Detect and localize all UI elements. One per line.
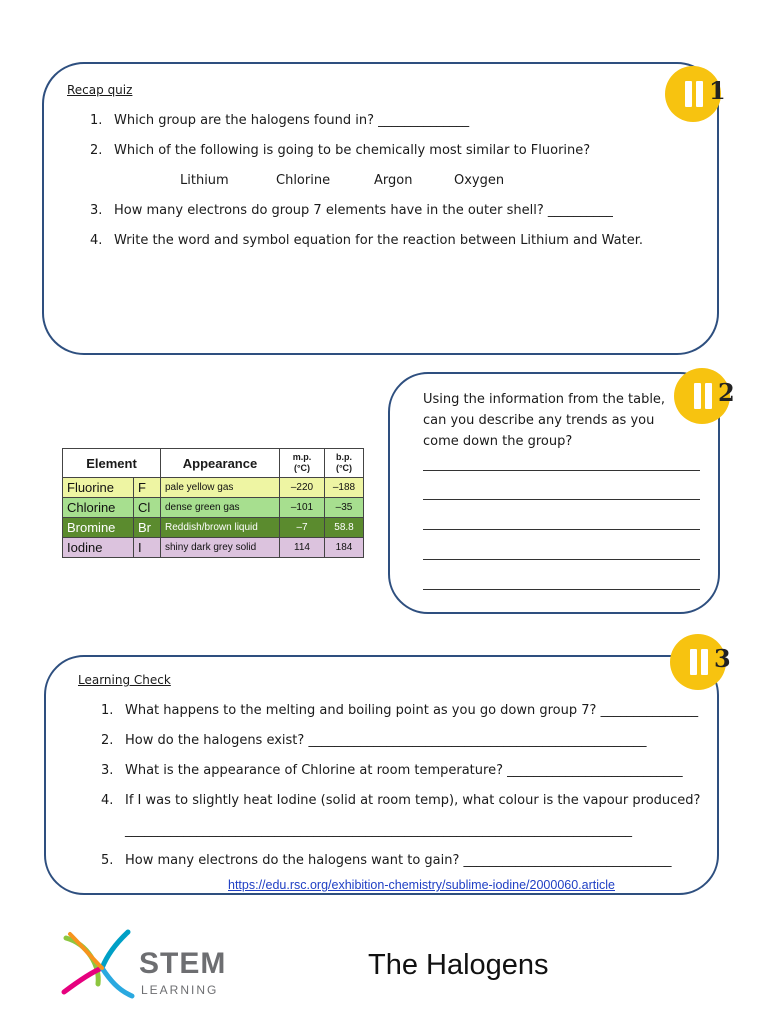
table-row	[63, 498, 364, 518]
pause-icon	[690, 649, 697, 675]
answer-line[interactable]	[423, 589, 700, 590]
trends-prompt: Using the information from the table, can you describe any trends as you come down the group?	[423, 392, 666, 449]
table-row	[63, 538, 364, 558]
table-row	[63, 478, 364, 498]
table-header-row	[63, 449, 364, 478]
logo-stem-text: STEM	[139, 947, 227, 980]
element-symbol: I	[134, 538, 161, 558]
element-mp: –220	[280, 478, 325, 498]
option-oxygen: Oxygen	[454, 173, 505, 188]
badge-1: 1	[665, 66, 721, 122]
element-bp: 58.8	[325, 518, 364, 538]
pause-icon	[685, 81, 692, 107]
element-bp: 184	[325, 538, 364, 558]
element-appearance: dense green gas	[161, 498, 280, 518]
element-appearance: Reddish/brown liquid	[161, 518, 280, 538]
logo-learning-text: LEARNING	[141, 983, 219, 997]
check-question-4: 4. If I was to slightly heat Iodine (solid at room temp), what colour is the vapour produced?	[101, 793, 701, 808]
element-mp: –101	[280, 498, 325, 518]
quiz-question-4: 4. Write the word and symbol equation for the reaction between Lithium and Water.	[90, 233, 643, 248]
learning-check-heading: Learning Check	[78, 673, 171, 687]
element-name: Bromine	[63, 518, 134, 538]
quiz-question-1: 1. Which group are the halogens found in? ______________	[90, 113, 470, 128]
element-bp: –188	[325, 478, 364, 498]
element-symbol: Cl	[134, 498, 161, 518]
table-row	[63, 518, 364, 538]
element-symbol: F	[134, 478, 161, 498]
quiz-question-2: 2. Which of the following is going to be chemically most similar to Fluorine?	[90, 143, 591, 158]
answer-line[interactable]	[423, 559, 700, 560]
element-mp: 114	[280, 538, 325, 558]
check-question-3: 3. What is the appearance of Chlorine at room temperature? ___________________________	[101, 763, 683, 778]
recap-quiz-heading: Recap quiz	[67, 83, 133, 97]
check-question-1: 1. What happens to the melting and boiling point as you go down group 7? _______________	[101, 703, 699, 718]
quiz-question-3: 3. How many electrons do group 7 elements have in the outer shell? __________	[90, 203, 613, 218]
check-question-4-answer: ______________________________________________________________________________	[125, 823, 632, 838]
badge-2: 2	[674, 368, 730, 424]
header-bp: b.p. (°C)	[325, 449, 364, 478]
element-appearance: shiny dark grey solid	[161, 538, 280, 558]
element-name: Fluorine	[63, 478, 134, 498]
element-name: Iodine	[63, 538, 134, 558]
header-mp: m.p. (°C)	[280, 449, 325, 478]
answer-line[interactable]	[423, 470, 700, 471]
header-appearance: Appearance	[161, 449, 280, 478]
header-element: Element	[63, 449, 161, 478]
halogen-table	[62, 448, 364, 558]
pause-icon	[694, 383, 701, 409]
rsc-article-link[interactable]: https://edu.rsc.org/exhibition-chemistry/sublime-iodine/2000060.article	[228, 878, 615, 892]
element-mp: –7	[280, 518, 325, 538]
option-chlorine: Chlorine	[276, 173, 331, 188]
page-title: The Halogens	[368, 949, 549, 981]
element-bp: –35	[325, 498, 364, 518]
answer-line[interactable]	[423, 499, 700, 500]
element-symbol: Br	[134, 518, 161, 538]
answer-line[interactable]	[423, 529, 700, 530]
option-argon: Argon	[374, 173, 413, 188]
check-question-2: 2. How do the halogens exist? ____________________________________________________	[101, 733, 647, 748]
element-name: Chlorine	[63, 498, 134, 518]
check-question-5: 5. How many electrons do the halogens want to gain? ________________________________	[101, 853, 672, 868]
badge-3: 3	[670, 634, 726, 690]
element-appearance: pale yellow gas	[161, 478, 280, 498]
option-lithium: Lithium	[180, 173, 229, 188]
